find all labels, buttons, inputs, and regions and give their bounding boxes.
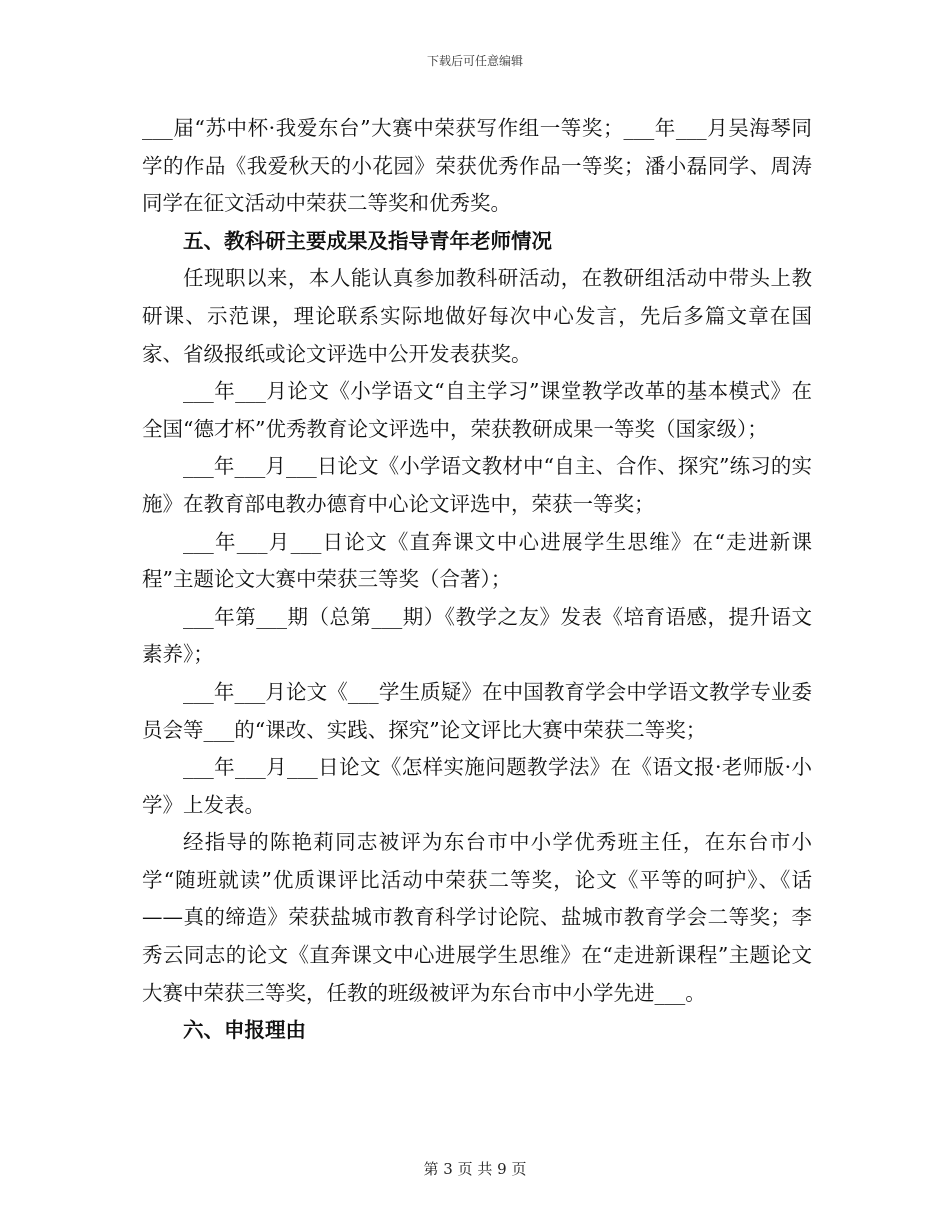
section-heading-reasons: 六、申报理由 bbox=[183, 1018, 306, 1043]
paragraph-paper-3: ___年___月___日论文《直奔课文中心进展学生思维》在“走进新课程”主题论文大赛中荣获三等奖（合著）； bbox=[142, 529, 812, 592]
paragraph-research-intro: 任现职以来，本人能认真参加教科研活动，在教研组活动中带头上教研课、示范课，理论联系实际地做好每次中心发言，先后多篇文章在国家、省级报纸或论文评选中公开发表获奖。 bbox=[142, 266, 812, 366]
section-heading-research: 五、教科研主要成果及指导青年老师情况 bbox=[183, 228, 552, 253]
paragraph-paper-6: ___年___月___日论文《怎样实施问题教学法》在《语文报·老师版·小学》上发表。 bbox=[142, 755, 812, 817]
document-body bbox=[142, 110, 812, 1050]
paragraph-paper-4: ___年第___期（总第___期）《教学之友》发表《培育语感，提升语文素养》； bbox=[142, 604, 812, 667]
page-footer: 第 3 页 共 9 页 bbox=[423, 1160, 527, 1178]
page-header: 下载后可任意编辑 bbox=[426, 54, 523, 68]
paragraph-paper-5: ___年___月论文《___学生质疑》在中国教育学会中学语文教学专业委员会等___的“课改、实践、探究”论文评比大赛中荣获二等奖； bbox=[142, 679, 812, 742]
paragraph-paper-1: ___年___月论文《小学语文“自主学习”课堂教学改革的基本模式》在全国“德才杯”优秀教育论文评选中，荣获教研成果一等奖（国家级）； bbox=[142, 379, 812, 441]
paragraph-paper-2: ___年___月___日论文《小学语文教材中“自主、合作、探究”练习的实施》在教育部电教办德育中心论文评选中，荣获一等奖； bbox=[142, 454, 812, 516]
paragraph-awards-students: ___届“苏中杯·我爱东台”大赛中荣获写作组一等奖；___年___月吴海琴同学的作品《我爱秋天的小花园》荣获优秀作品一等奖；潘小磊同学、周涛同学在征文活动中荣获二等奖和优秀奖。 bbox=[142, 116, 812, 216]
paragraph-mentoring: 经指导的陈艳莉同志被评为东台市中小学优秀班主任，在东台市小学“随班就读”优质课评比活动中荣获二等奖，论文《平等的呵护》、《话——真的缔造》荣获盐城市教育科学讨论院、盐城市教育学会二等奖；李秀云同志的论文《直奔课文中心进展学生思维》在“走进新课程”主题论文大赛中荣获三等奖，任教的班级被评为东台市中小学先进___。 bbox=[142, 830, 812, 1005]
